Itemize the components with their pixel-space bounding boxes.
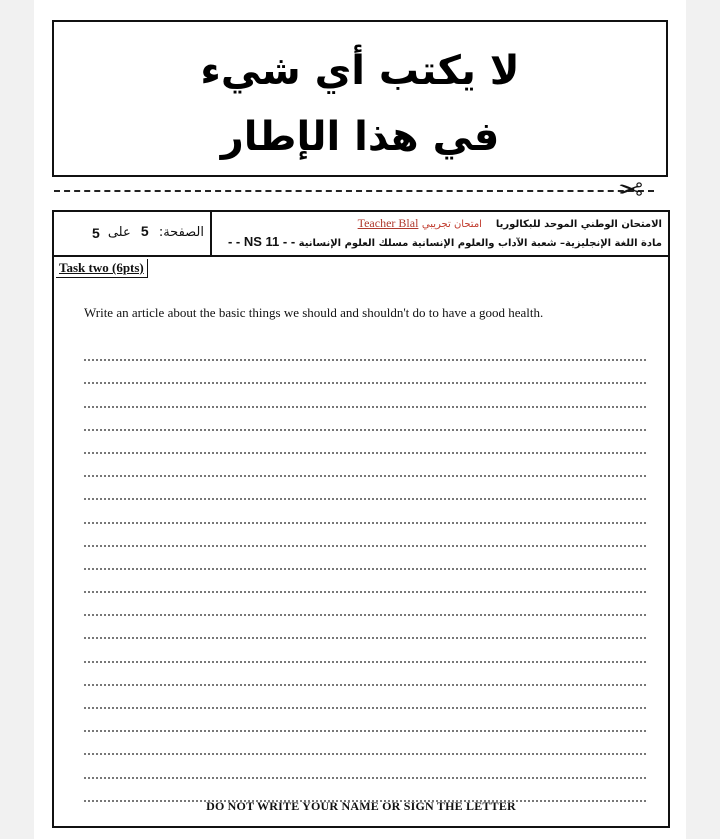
writing-line[interactable] (84, 570, 646, 593)
footer-note: DO NOT WRITE YOUR NAME OR SIGN THE LETTER (206, 799, 516, 813)
writing-line[interactable] (84, 524, 646, 547)
writing-line[interactable] (84, 454, 646, 477)
page-total: 5 (92, 225, 100, 241)
writing-line[interactable] (84, 477, 646, 500)
page-label: الصفحة: (158, 225, 204, 240)
writing-area[interactable] (84, 338, 646, 802)
writing-line[interactable] (84, 686, 646, 709)
writing-line[interactable] (84, 663, 646, 686)
writing-line[interactable] (84, 547, 646, 570)
writing-line[interactable] (84, 593, 646, 616)
writing-line[interactable] (84, 732, 646, 755)
writing-line[interactable] (84, 338, 646, 361)
answer-frame (52, 210, 670, 828)
warning-line-2: في هذا الإطار (220, 114, 500, 160)
task-prompt: Write an article about the basic things we should and shouldn't do to have a good health. (84, 305, 544, 320)
writing-line[interactable] (84, 709, 646, 732)
scissors-icon: ✂ (618, 173, 644, 208)
writing-line[interactable] (84, 384, 646, 407)
teacher-name: Teacher Blal (357, 216, 419, 230)
page-indicator (108, 223, 204, 240)
mock-label: امتحان تجريبي (421, 219, 482, 230)
writing-line[interactable] (84, 431, 646, 454)
exam-header (54, 212, 668, 257)
exam-title-line (358, 216, 662, 231)
warning-line-1: لا يكتب أي شيء (200, 48, 520, 94)
writing-line[interactable] (84, 755, 646, 778)
page-number-cell (54, 212, 212, 255)
writing-line[interactable] (84, 639, 646, 662)
task-title: Task two (6pts) (56, 259, 148, 278)
subject-text: مادة اللغة الإنجليزية– شعبة الآداب والعلوم الإنسانية مسلك العلوم الإنسانية (298, 238, 662, 249)
do-not-write-frame (52, 20, 668, 177)
writing-line[interactable] (84, 500, 646, 523)
writing-line[interactable] (84, 408, 646, 431)
page-current: 5 (140, 223, 149, 239)
exam-sheet (34, 0, 686, 839)
writing-line[interactable] (84, 361, 646, 384)
exam-title: الامتحان الوطني الموحد للبكالوريا (495, 219, 662, 230)
subject-line (228, 234, 662, 249)
writing-line[interactable] (84, 616, 646, 639)
cut-line (54, 190, 654, 192)
page-of: على (107, 225, 131, 240)
exam-title-cell (212, 212, 668, 255)
exam-code: - - NS 11 - - (227, 234, 296, 249)
